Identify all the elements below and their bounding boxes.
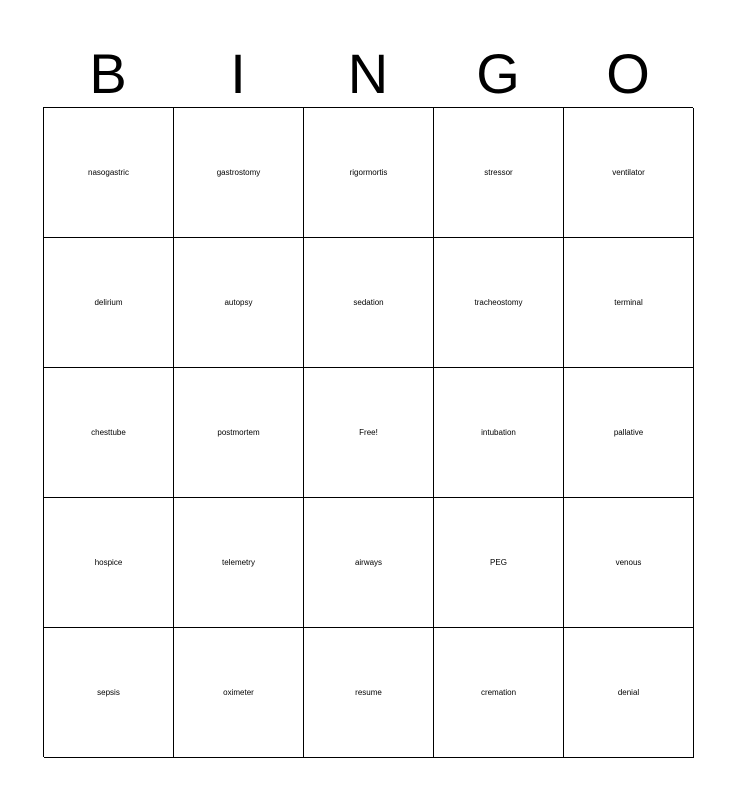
bingo-cell[interactable]: delirium	[44, 238, 174, 368]
bingo-cell[interactable]: terminal	[564, 238, 694, 368]
bingo-cell[interactable]: ventilator	[564, 108, 694, 238]
bingo-cell[interactable]: pallative	[564, 368, 694, 498]
header-letter-g: G	[476, 42, 520, 105]
bingo-cell[interactable]: tracheostomy	[434, 238, 564, 368]
bingo-cell[interactable]: oximeter	[174, 628, 304, 758]
bingo-board	[43, 107, 693, 757]
bingo-cell[interactable]: sedation	[304, 238, 434, 368]
bingo-cell[interactable]: PEG	[434, 498, 564, 628]
bingo-cell[interactable]: chesttube	[44, 368, 174, 498]
bingo-cell[interactable]: postmortem	[174, 368, 304, 498]
header-letter-n: N	[347, 42, 389, 105]
bingo-cell[interactable]: intubation	[434, 368, 564, 498]
bingo-cell[interactable]: sepsis	[44, 628, 174, 758]
bingo-cell[interactable]: autopsy	[174, 238, 304, 368]
bingo-cell[interactable]: airways	[304, 498, 434, 628]
bingo-cell[interactable]: rigormortis	[304, 108, 434, 238]
bingo-cell[interactable]: denial	[564, 628, 694, 758]
bingo-cell[interactable]: venous	[564, 498, 694, 628]
bingo-cell[interactable]: hospice	[44, 498, 174, 628]
bingo-cell[interactable]: stressor	[434, 108, 564, 238]
header-letter-i: I	[230, 42, 246, 105]
bingo-cell[interactable]: gastrostomy	[174, 108, 304, 238]
bingo-cell-free[interactable]: Free!	[304, 368, 434, 498]
bingo-cell[interactable]: resume	[304, 628, 434, 758]
bingo-cell[interactable]: telemetry	[174, 498, 304, 628]
bingo-cell[interactable]: cremation	[434, 628, 564, 758]
header-letter-b: B	[89, 42, 127, 105]
bingo-header	[43, 40, 693, 108]
header-letter-o: O	[606, 42, 650, 105]
bingo-cell[interactable]: nasogastric	[44, 108, 174, 238]
